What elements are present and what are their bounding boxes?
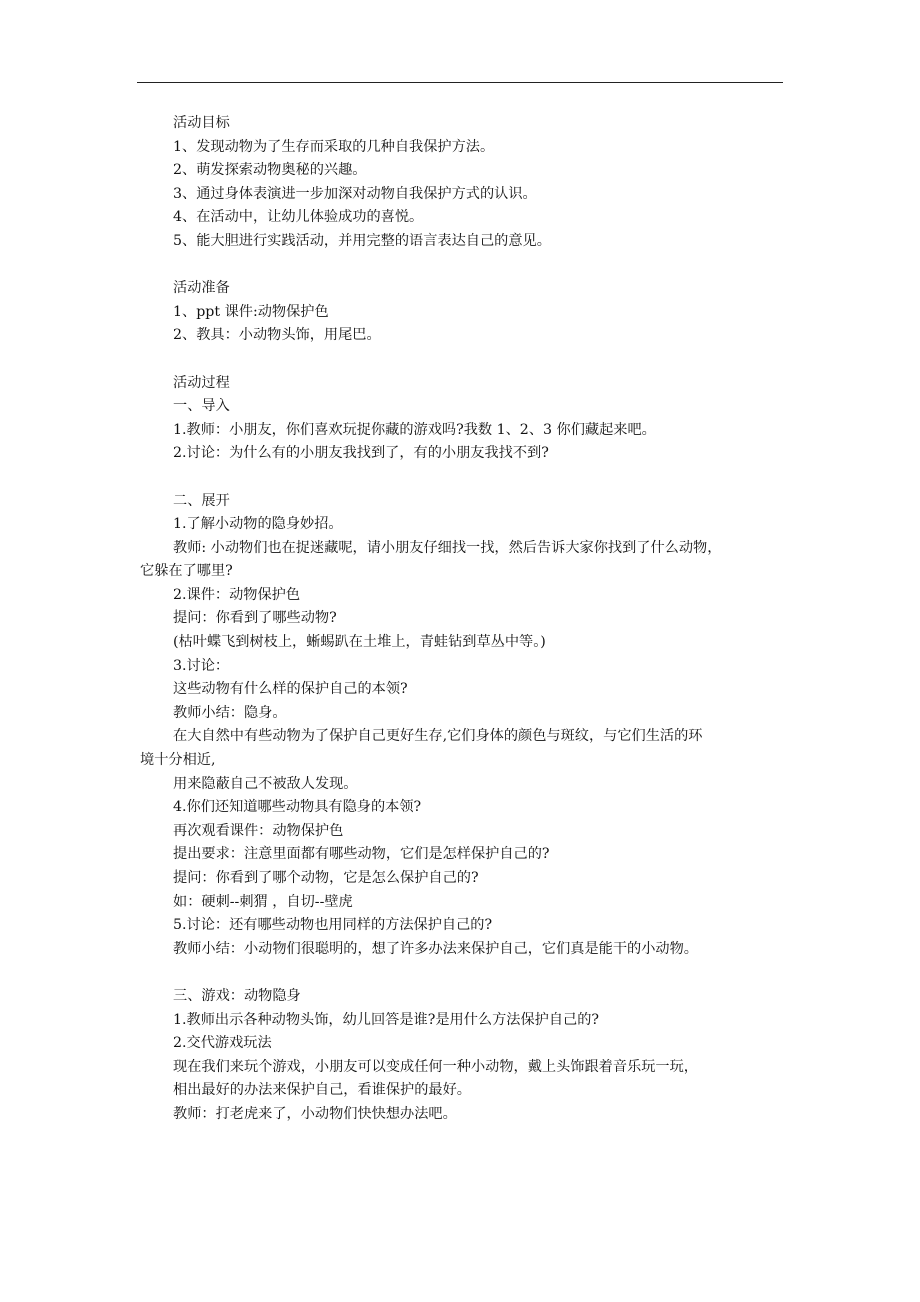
game-line: 相出最好的办法来保护自己，看谁保护的最好。 [173,1082,471,1099]
subsection-title-expand: 二、展开 [173,492,230,509]
expand-line: 教师小结：小动物们很聪明的，想了许多办法来保护自己，它们真是能干的小动物。 [173,940,698,957]
intro-line: 2.讨论：为什么有的小朋友我找到了，有的小朋友我找不到? [173,445,549,462]
expand-line: 5.讨论：还有哪些动物也用同样的方法保护自己的? [173,917,493,934]
prep-item: 1、ppt 课件:动物保护色 [173,303,329,320]
intro-line: 1.教师：小朋友，你们喜欢玩捉你藏的游戏吗?我数 1、2、3 你们藏起来吧。 [173,421,656,438]
game-line: 现在我们来玩个游戏，小朋友可以变成任何一种小动物，戴上头饰跟着音乐玩一玩， [173,1058,698,1075]
goal-item: 2、萌发探索动物奥秘的兴趣。 [173,162,367,179]
expand-line: 教师: 小动物们也在捉迷藏呢，请小朋友仔细找一找，然后告诉大家你找到了什么动物， [173,539,722,556]
expand-line: 3.讨论： [173,657,230,674]
game-line: 2.交代游戏玩法 [173,1035,272,1052]
subsection-title-game: 三、游戏：动物隐身 [173,987,301,1004]
section-heading-prep: 活动准备 [173,280,230,297]
expand-line: (枯叶蝶飞到树枝上，蜥蜴趴在土堆上，青蛙钻到草丛中等。) [173,634,546,651]
expand-line: 在大自然中有些动物为了保护自己更好生存,它们身体的颜色与斑纹，与它们生活的环 [173,728,703,745]
section-heading-goals: 活动目标 [173,115,230,131]
expand-line-continued: 境十分相近, [140,752,216,769]
prep-item: 2、教具：小动物头饰，用尾巴。 [173,327,381,344]
game-line: 1.教师出示各种动物头饰，幼儿回答是谁?是用什么方法保护自己的? [173,1011,600,1028]
document-body [140,112,790,1127]
game-line: 教师：打老虎来了，小动物们快快想办法吧。 [173,1105,457,1122]
expand-line: 1.了解小动物的隐身妙招。 [173,516,343,533]
expand-line: 用来隐蔽自己不被敌人发现。 [173,775,358,792]
expand-line: 再次观看课件：动物保护色 [173,822,344,839]
goal-item: 5、能大胆进行实践活动，并用完整的语言表达自己的意见。 [173,232,551,249]
expand-line: 提出要求：注意里面都有哪些动物，它们是怎样保护自己的? [173,846,550,863]
header-rule [137,82,783,83]
expand-line-continued: 它躲在了哪里? [140,563,233,580]
expand-line: 教师小结：隐身。 [173,704,287,721]
subsection-title-intro: 一、导入 [173,398,230,415]
expand-line: 如：硬刺--刺猬 ，自切--壁虎 [173,893,353,910]
expand-line: 2.课件：动物保护色 [173,586,301,603]
goal-item: 3、通过身体表演进一步加深对动物自我保护方式的认识。 [173,185,537,202]
goal-item: 1、发现动物为了生存而采取的几种自我保护方法。 [173,138,495,155]
expand-line: 4.你们还知道哪些动物具有隐身的本领? [173,799,422,816]
expand-line: 提问：你看到了哪个动物，它是怎么保护自己的? [173,870,479,886]
section-heading-process: 活动过程 [173,374,230,391]
goal-item: 4、在活动中，让幼儿体验成功的喜悦。 [173,209,424,226]
expand-line: 这些动物有什么样的保护自己的本领? [173,681,408,698]
expand-line: 提问：你看到了哪些动物? [173,610,337,627]
